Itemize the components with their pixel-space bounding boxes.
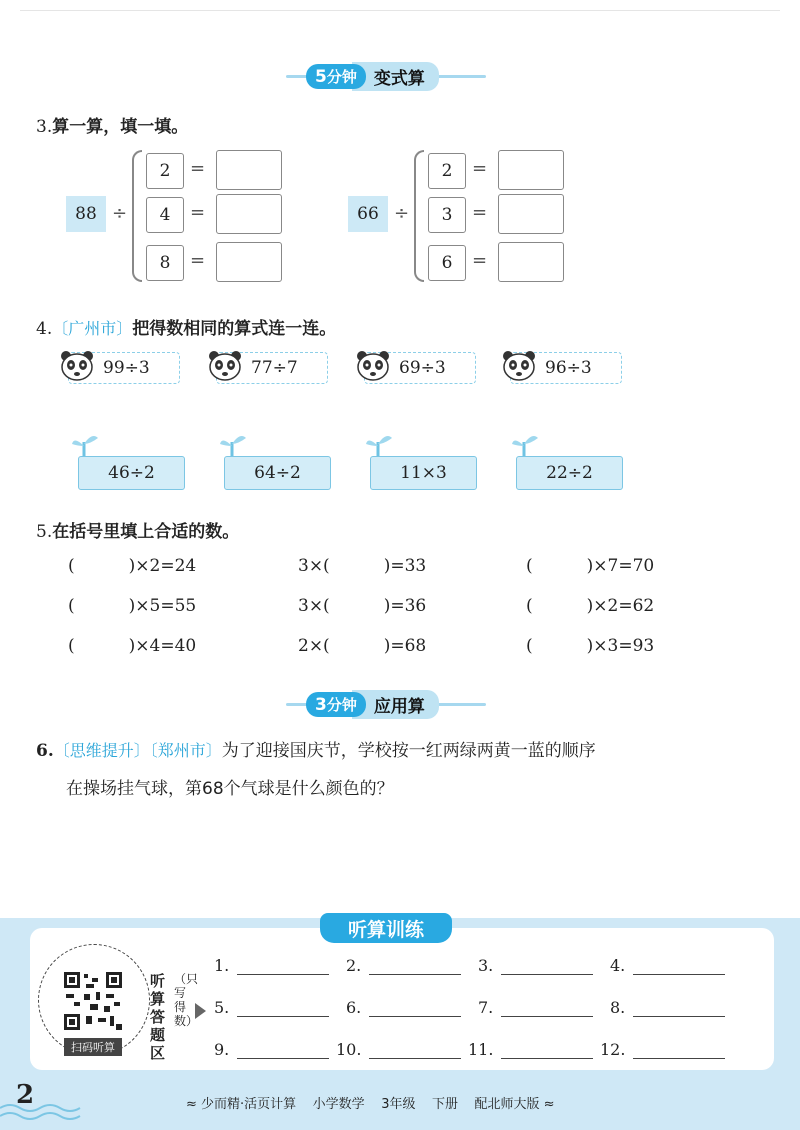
equals-sign: = [190, 158, 206, 179]
time-pill: 3分钟 [306, 692, 366, 717]
fill-blank-equation[interactable]: ( )×7=70 [526, 556, 655, 576]
answer-blank[interactable]: 7. [478, 998, 593, 1017]
fill-blank-equation[interactable]: 3×( )=36 [298, 596, 427, 616]
qr-code-icon[interactable] [62, 970, 124, 1032]
divisor-box: 4 [146, 197, 184, 233]
wave-decoration [0, 1096, 90, 1126]
expression-card-top[interactable] [510, 352, 622, 384]
expression-card-bottom[interactable]: 64÷2 [224, 456, 331, 490]
expression-text: 96÷3 [545, 358, 592, 378]
panda-icon [355, 349, 391, 383]
brace [414, 150, 424, 282]
divisor-box: 3 [428, 197, 466, 233]
answer-box[interactable] [498, 150, 564, 190]
divisor-box: 6 [428, 245, 466, 281]
divide-sign: ÷ [112, 203, 128, 224]
dividend-66: 66 [348, 196, 388, 232]
divisor-box: 8 [146, 245, 184, 281]
answer-area-note: （只写得数） [174, 972, 199, 1028]
expression-text: 69÷3 [399, 358, 446, 378]
time-pill: 5分钟 [306, 64, 366, 89]
equals-sign: = [472, 250, 488, 271]
section-banner-applied [286, 692, 486, 716]
section-title: 应用算 [352, 690, 439, 719]
expression-card-bottom[interactable]: 22÷2 [516, 456, 623, 490]
answer-blank[interactable]: 9. [214, 1040, 329, 1059]
expression-card-top[interactable] [216, 352, 328, 384]
top-rule [20, 10, 780, 11]
expression-card-top[interactable] [364, 352, 476, 384]
panda-icon [59, 349, 95, 383]
answer-box[interactable] [216, 194, 282, 234]
fill-blank-equation[interactable]: ( )×5=55 [68, 596, 197, 616]
expression-text: 77÷7 [251, 358, 298, 378]
answer-blank[interactable]: 6. [346, 998, 461, 1017]
equals-sign: = [190, 250, 206, 271]
equals-sign: = [190, 202, 206, 223]
fill-blank-equation[interactable]: 2×( )=68 [298, 636, 427, 656]
answer-blank[interactable]: 10. [336, 1040, 461, 1059]
fill-blank-equation[interactable]: ( )×3=93 [526, 636, 655, 656]
brace [132, 150, 142, 282]
equals-sign: = [472, 202, 488, 223]
fill-blank-equation[interactable]: ( )×2=24 [68, 556, 197, 576]
footer-text: ≈ 少而精·活页计算 小学数学 3年级 下册 配北师大版 ≈ [186, 1097, 555, 1112]
question-6: 6.〔思维提升〕〔郑州市〕为了迎接国庆节，学校按一红两绿两黄一蓝的顺序 在操场挂气球，第68个气球是什么颜色的？ [36, 741, 596, 799]
answer-blank[interactable]: 12. [600, 1040, 725, 1059]
answer-area-label: 听算答题区 [150, 972, 166, 1062]
expression-card-bottom[interactable]: 46÷2 [78, 456, 185, 490]
listening-title: 听算训练 [320, 913, 452, 943]
fill-blank-equation[interactable]: ( )×4=40 [68, 636, 197, 656]
arrow-right-icon [195, 1003, 206, 1019]
answer-box[interactable] [216, 242, 282, 282]
divisor-box: 2 [428, 153, 466, 189]
answer-blank[interactable]: 8. [610, 998, 725, 1017]
answer-blank[interactable]: 2. [346, 956, 461, 975]
scan-label: 扫码听算 [64, 1038, 122, 1056]
answer-blank[interactable]: 11. [468, 1040, 593, 1059]
answer-blank[interactable]: 3. [478, 956, 593, 975]
fill-blank-equation[interactable]: ( )×2=62 [526, 596, 655, 616]
divisor-box: 2 [146, 153, 184, 189]
section-title: 变式算 [352, 62, 439, 91]
answer-box[interactable] [498, 194, 564, 234]
panda-icon [207, 349, 243, 383]
section-banner-variant [286, 64, 486, 88]
answer-blank[interactable]: 4. [610, 956, 725, 975]
question-5-title: 5.在括号里填上合适的数。 [36, 522, 240, 542]
answer-box[interactable] [216, 150, 282, 190]
answer-blank[interactable]: 5. [214, 998, 329, 1017]
panda-icon [501, 349, 537, 383]
answer-box[interactable] [498, 242, 564, 282]
answer-blank[interactable]: 1. [214, 956, 329, 975]
dividend-88: 88 [66, 196, 106, 232]
question-3-title: 3.算一算，填一填。 [36, 117, 189, 137]
expression-card-top[interactable] [68, 352, 180, 384]
page-number: 2 [16, 1080, 35, 1110]
divide-sign: ÷ [394, 203, 410, 224]
equals-sign: = [472, 158, 488, 179]
fill-blank-equation[interactable]: 3×( )=33 [298, 556, 427, 576]
expression-card-bottom[interactable]: 11×3 [370, 456, 477, 490]
expression-text: 99÷3 [103, 358, 150, 378]
question-4-title: 4.〔广州市〕把得数相同的算式连一连。 [36, 319, 337, 339]
